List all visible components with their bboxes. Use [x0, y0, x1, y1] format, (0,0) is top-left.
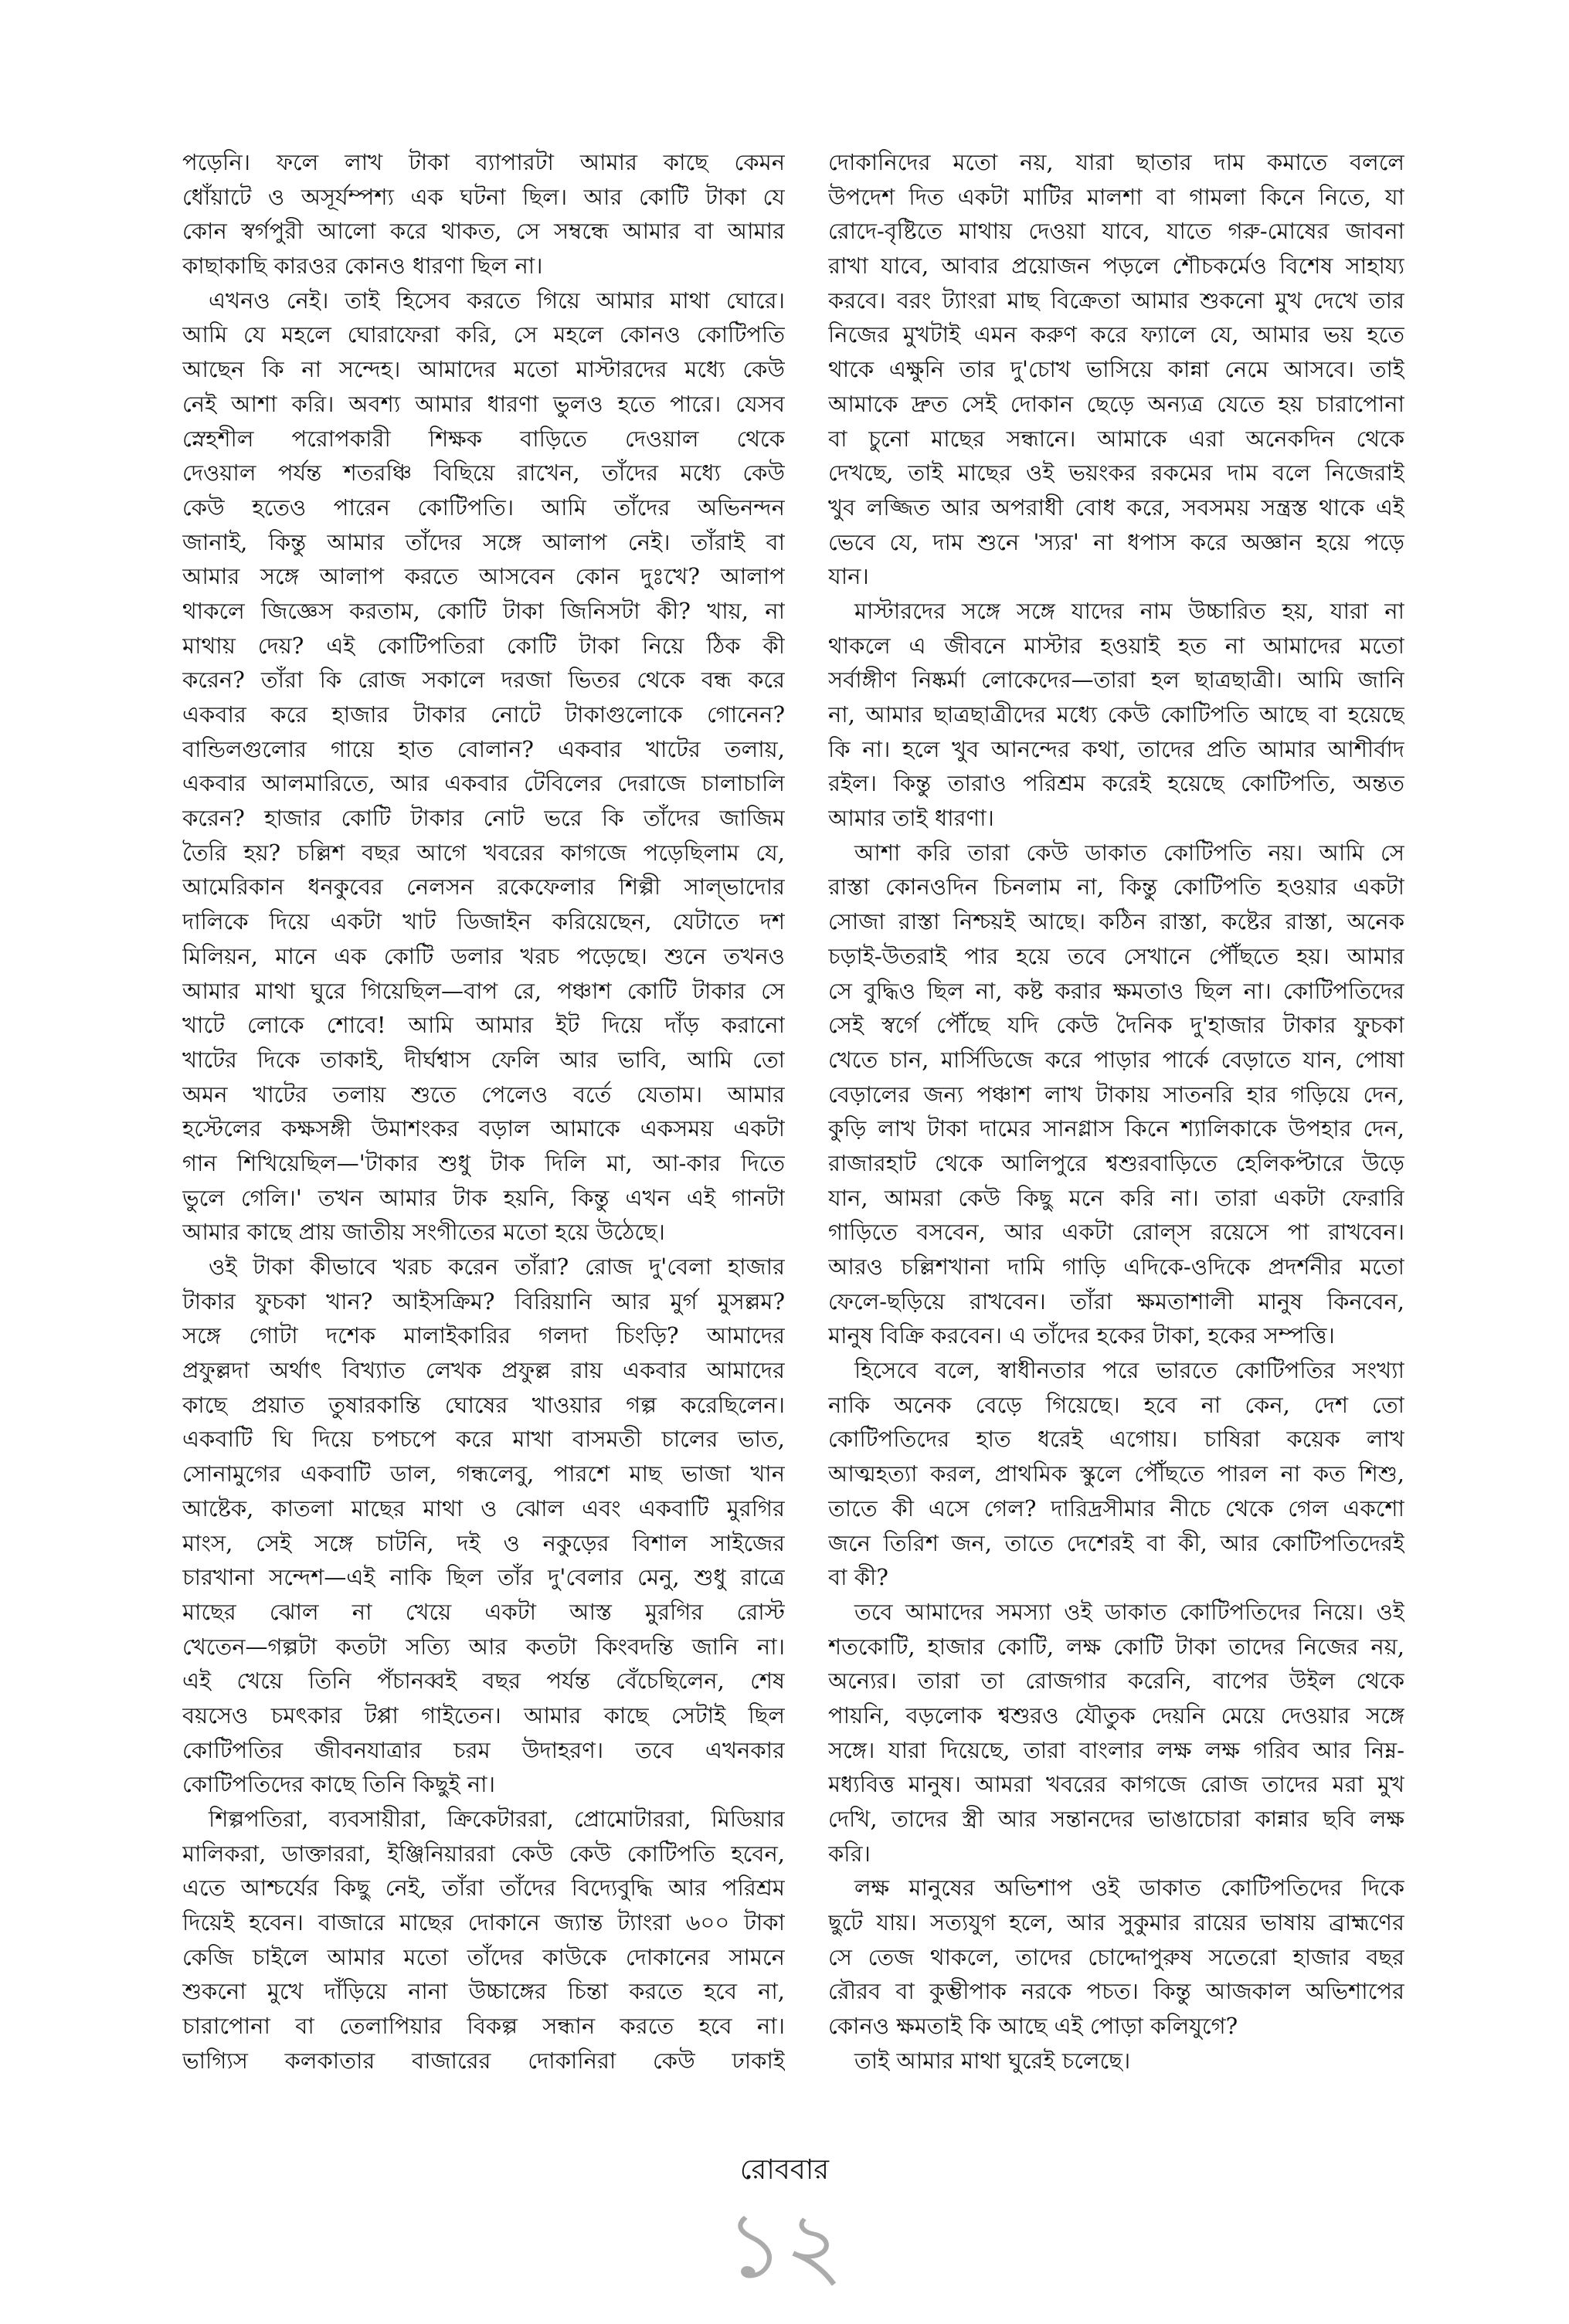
text-line: কোটিপতিদের কাছে তিনি কিছুই না। — [182, 1771, 495, 1798]
text-line: বেড়ালের জন্য পঞ্চাশ লাখ টাকায় সাতনরি হার গড়িয়ে দেন, — [828, 1081, 1404, 1108]
text-line: আমার তাই ধারণা। — [828, 805, 994, 832]
text-line: থাকলে জিজ্ঞেস করতাম, কোটি টাকা জিনিসটা কী? খায়, না — [182, 597, 785, 624]
text-line: দোকানিদের মতো নয়, যারা ছাতার দাম কমাতে বললে — [828, 149, 1404, 175]
text-line: দেখি, তাদের স্ত্রী আর সন্তানদের ভাঙাচোরা কান্নার ছবি লক্ষ — [828, 1806, 1404, 1832]
text-line: আমার কাছে প্রায় জাতীয় সংগীতের মতো হয়ে উঠেছে। — [182, 1219, 665, 1246]
text-line: উপদেশ দিত একটা মাটির মালশা বা গামলা কিনে নিতে, যা — [828, 183, 1404, 210]
text-line: করেন? তাঁরা কি রোজ সকালে দরজা ভিতর থেকে বন্ধ করে — [182, 667, 785, 694]
article-column-right — [828, 145, 1404, 2078]
text-line: এখনও নেই। তাই হিসেব করতে গিয়ে আমার মাথা ঘোরে। — [209, 287, 785, 314]
paragraph — [828, 1871, 1404, 2043]
text-line: কোনও ক্ষমতাই কি আছে এই পোড়া কলিযুগে? — [828, 2013, 1238, 2040]
page-number: ১২ — [725, 2192, 844, 2299]
text-line: স্নেহশীল পরোপকারী শিক্ষক বাড়িতে দেওয়াল থেকে — [182, 425, 785, 452]
text-line: আমাকে দ্রুত সেই দোকান ছেড়ে অন্যত্র যেতে হয় চারাপোনা — [828, 390, 1404, 417]
text-line: একবার করে হাজার টাকার নোটে টাকাগুলোকে গোনেন? — [182, 701, 785, 728]
text-line: থাকে এক্ষুনি তার দু'চোখ ভাসিয়ে কান্না নেমে আসবে। তাই — [828, 356, 1404, 383]
paragraph — [182, 1250, 785, 1802]
text-line: ভেবে যে, দাম শুনে 'স্যর' না ধপাস করে অজ্ঞান হয়ে পড়ে — [828, 528, 1404, 555]
text-line: সঙ্গে। যারা দিয়েছে, তারা বাংলার লক্ষ লক্ষ গরিব আর নিম্ন- — [828, 1736, 1404, 1763]
text-line: আমার সঙ্গে আলাপ করতে আসবেন কোন দুঃখে? আলাপ — [182, 563, 785, 590]
paragraph — [828, 836, 1404, 1353]
text-line: সেই স্বর্গে পৌঁছে যদি কেউ দৈনিক দু'হাজার টাকার ফুচকা — [828, 1012, 1404, 1039]
text-line: শুকনো মুখে দাঁড়িয়ে নানা উচ্চাঙ্গের চিন্তা করতে হবে না, — [182, 1978, 785, 2005]
text-line: কোটিপতির জীবনযাত্রার চরম উদাহরণ। তবে এখনকার — [182, 1736, 785, 1763]
text-line: রাখা যাবে, আবার প্রয়োজন পড়লে শৌচকর্মেও বিশেষ সাহায্য — [828, 253, 1404, 280]
text-line: নিজের মুখটাই এমন করুণ করে ফ্যালে যে, আমার ভয় হতে — [828, 321, 1404, 348]
text-line: তাই আমার মাথা ঘুরেই চলেছে। — [854, 2047, 1131, 2074]
text-line: রাজারহাট থেকে আলিপুরে শ্বশুরবাড়িতে হেলিকপ্টারে উড়ে — [828, 1149, 1404, 1176]
text-line: কোন স্বর্গপুরী আলো করে থাকত, সে সম্বন্ধে আমার বা আমার — [182, 218, 785, 245]
text-line: পড়েনি। ফলে লাখ টাকা ব্যাপারটা আমার কাছে কেমন — [182, 149, 785, 175]
text-line: গান শিখিয়েছিল—'টাকার শুধু টাক দিলি মা, আ-কার দিতে — [182, 1149, 785, 1176]
text-line: আমি যে মহলে ঘোরাফেরা করি, সে মহলে কোনও কোটিপতি — [182, 321, 785, 348]
text-line: আমেরিকান ধনকুবের নেলসন রকেফেলার শিল্পী সাল্ভাদোর — [182, 874, 785, 901]
text-line: চারখানা সন্দেশ—এই নাকি ছিল তাঁর দু'বেলার মেনু, শুধু রাত্রে — [182, 1564, 785, 1591]
text-line: খেতে চান, মার্সিডিজে করে পাড়ার পার্কে বেড়াতে যান, পোষা — [828, 1046, 1404, 1073]
text-line: থাকলে এ জীবনে মাস্টার হওয়াই হত না আমাদের মতো — [828, 632, 1404, 659]
text-line: যান, আমরা কেউ কিছু মনে করি না। তারা একটা ফেরারি — [828, 1184, 1404, 1211]
text-line: হস্টেলের কক্ষসঙ্গী উমাশংকর বড়াল আমাকে একসময় একটা — [182, 1115, 785, 1142]
text-line: চারাপোনা বা তেলাপিয়ার বিকল্প সন্ধান করতে হবে না। — [182, 2013, 785, 2040]
text-line: আত্মহত্যা করল, প্রাথমিক স্কুলে পৌঁছতে পারল না কত শিশু, — [828, 1461, 1404, 1488]
text-line: রাস্তা কোনওদিন চিনলাম না, কিন্তু কোটিপতি হওয়ার একটা — [828, 874, 1404, 901]
text-line: দেওয়াল পর্যন্ত শতরঞ্চি বিছিয়ে রাখেন, তাঁদের মধ্যে কেউ — [182, 460, 785, 487]
text-line: আষ্টেক, কাতলা মাছের মাথা ও ঝোল এবং একবাটি মুরগির — [182, 1494, 785, 1522]
text-line: করেন? হাজার কোটি টাকার নোট ভরে কি তাঁদের জাজিম — [182, 805, 785, 832]
text-line: মালিকরা, ডাক্তাররা, ইঞ্জিনিয়াররা কেউ কেউ কোটিপতি হবেন, — [182, 1840, 785, 1867]
text-line: হিসেবে বলে, স্বাধীনতার পরে ভারতে কোটিপতির সংখ্যা — [854, 1357, 1404, 1384]
text-line: সোনামুগের একবাটি ডাল, গন্ধলেবু, পারশে মাছ ভাজা খান — [182, 1461, 785, 1488]
text-line: কেজি চাইলে আমার মতো তাঁদের কাউকে দোকানের সামনে — [182, 1943, 785, 1970]
text-line: দিয়েই হবেন। বাজারে মাছের দোকানে জ্যান্ত ট্যাংরা ৬০০ টাকা — [182, 1909, 785, 1936]
text-line: সঙ্গে গোটা দশেক মালাইকারির গলদা চিংড়ি? আমাদের — [182, 1322, 785, 1349]
text-line: করবে। বরং ট্যাংরা মাছ বিক্রেতা আমার শুকনো মুখ দেখে তার — [828, 287, 1404, 314]
text-line: প্রফুল্লদা অর্থাৎ বিখ্যাত লেখক প্রফুল্ল রায় একবার আমাদের — [182, 1357, 785, 1384]
paragraph — [828, 145, 1404, 594]
paragraph — [828, 594, 1404, 836]
paragraph — [828, 2044, 1404, 2078]
text-line: রইল। কিন্তু তারাও পরিশ্রম করেই হয়েছে কোটিপতি, অন্তত — [828, 770, 1404, 797]
text-line: করি। — [828, 1840, 871, 1867]
text-line: বা কী? — [828, 1564, 888, 1591]
text-line: টাকার ফুচকা খান? আইসক্রিম? বিরিয়ানি আর মুর্গ মুসল্লম? — [182, 1288, 785, 1315]
text-line: সোজা রাস্তা নিশ্চয়ই আছে। কঠিন রাস্তা, কষ্টের রাস্তা, অনেক — [828, 908, 1404, 935]
text-line: এই খেয়ে তিনি পঁচানব্বই বছর পর্যন্ত বেঁচেছিলেন, শেষ — [182, 1668, 785, 1695]
text-line: আছেন কি না সন্দেহ। আমাদের মতো মাস্টারদের মধ্যে কেউ — [182, 356, 785, 383]
text-line: ধোঁয়াটে ও অসূর্যম্পশ্য এক ঘটনা ছিল। আর কোটি টাকা যে — [182, 183, 785, 210]
text-line: না, আমার ছাত্রছাত্রীদের মধ্যে কেউ কোটিপতি আছে বা হয়েছে — [828, 701, 1404, 728]
text-line: দালিকে দিয়ে একটা খাট ডিজাইন করিয়েছেন, যেটাতে দশ — [182, 908, 785, 935]
text-line: আরও চল্লিশখানা দামি গাড়ি এদিকে-ওদিকে প্রদর্শনীর মতো — [828, 1254, 1404, 1280]
text-line: রোদে-বৃষ্টিতে মাথায় দেওয়া যাবে, যাতে গরু-মোষের জাবনা — [828, 218, 1404, 245]
text-line: মিলিয়ন, মানে এক কোটি ডলার খরচ পড়েছে। শুনে তখনও — [182, 942, 785, 969]
text-line: আশা করি তারা কেউ ডাকাত কোটিপতি নয়। আমি সে — [854, 839, 1404, 866]
paragraph — [182, 145, 785, 283]
text-line: খাটের দিকে তাকাই, দীর্ঘশ্বাস ফেলি আর ভাবি, আমি তো — [182, 1046, 785, 1073]
text-line: মাছের ঝোল না খেয়ে একটা আস্ত মুরগির রোস্ট — [182, 1598, 785, 1625]
text-line: ছুটে যায়। সত্যযুগ হলে, আর সুকুমার রায়ের ভাষায় ব্রাহ্মণের — [828, 1909, 1404, 1936]
text-line: কাছাকাছি কারওর কোনও ধারণা ছিল না। — [182, 253, 543, 280]
text-line: মানুষ বিক্রি করবেন। এ তাঁদের হকের টাকা, হকের সম্পত্তি। — [828, 1322, 1335, 1349]
text-line: খাটে লোকে শোবে! আমি আমার ইট দিয়ে দাঁড় করানো — [182, 1012, 785, 1039]
text-line: বা চুনো মাছের সন্ধানে। আমাকে এরা অনেকদিন থেকে — [828, 425, 1404, 452]
paragraph — [182, 283, 785, 1250]
text-line: ফেলে-ছড়িয়ে রাখবেন। তাঁরা ক্ষমতাশালী মানুষ কিনবেন, — [828, 1288, 1404, 1315]
text-line: অন্যের। তারা তা রোজগার করেনি, বাপের উইল থেকে — [828, 1668, 1404, 1695]
article-column-left — [182, 145, 785, 2078]
paragraph — [182, 1802, 785, 2078]
text-line: একবাটি ঘি দিয়ে চপচপে করে মাখা বাসমতী চালের ভাত, — [182, 1426, 785, 1453]
text-line: চড়াই-উতরাই পার হয়ে তবে সেখানে পৌঁছতে হয়। আমার — [828, 942, 1404, 969]
text-line: যান। — [828, 563, 869, 590]
text-line: তবে আমাদের সমস্যা ওই ডাকাত কোটিপতিদের নিয়ে। ওই — [854, 1598, 1404, 1625]
text-line: সে তেজ থাকলে, তাদের চোদ্দোপুরুষ সতেরো হাজার বছর — [828, 1943, 1404, 1970]
text-line: শিল্পপতিরা, ব্যবসায়ীরা, ক্রিকেটাররা, প্রোমোটাররা, মিডিয়ার — [209, 1806, 785, 1832]
text-line: পায়নি, বড়লোক শ্বশুরও যৌতুক দেয়নি মেয়ে দেওয়ার সঙ্গে — [828, 1701, 1404, 1729]
text-line: কোটিপতিদের হাত ধরেই এগোয়। চাষিরা কয়েক লাখ — [828, 1426, 1404, 1453]
text-line: খুব লজ্জিত আর অপরাধী বোধ করে, সবসময় সন্ত্রস্ত থাকে এই — [828, 494, 1404, 521]
text-line: কাছে প্রয়াত তুষারকান্তি ঘোষের খাওয়ার গল্প করেছিলেন। — [182, 1391, 785, 1418]
text-line: ওই টাকা কীভাবে খরচ করেন তাঁরা? রোজ দু'বেলা হাজার — [209, 1254, 785, 1280]
text-line: কুড়ি লাখ টাকা দামের সানগ্লাস কিনে শ্যালিকাকে উপহার দেন, — [828, 1115, 1404, 1142]
paragraph — [828, 1595, 1404, 1871]
text-line: কেউ হতেও পারেন কোটিপতি। আমি তাঁদের অভিনন্দন — [182, 494, 785, 521]
magazine-name: রোববার — [739, 2155, 830, 2186]
text-line: রৌরব বা কুম্ভীপাক নরকে পচত। কিন্তু আজকাল অভিশাপের — [828, 1978, 1404, 2005]
text-line: ভুলে গেলি।' তখন আমার টাক হয়নি, কিন্তু এখন এই গানটা — [182, 1184, 785, 1211]
text-line: জনে তিরিশ জন, তাতে দেশেরই বা কী, আর কোটিপতিদেরই — [828, 1529, 1404, 1556]
text-line: একবার আলমারিতে, আর একবার টেবিলের দেরাজে চালাচালি — [182, 770, 785, 797]
text-line: নেই আশা করি। অবশ্য আমার ধারণা ভুলও হতে পারে। যেসব — [182, 390, 785, 417]
text-line: সর্বাঙ্গীণ নিষ্কর্মা লোকেদের—তারা হল ছাত্রছাত্রী। আমি জানি — [828, 667, 1404, 694]
text-line: খেতেন—গল্পটা কতটা সত্যি আর কতটা কিংবদন্তি জানি না। — [182, 1633, 785, 1660]
text-line: নাকি অনেক বেড়ে গিয়েছে। হবে না কেন, দেশ তো — [828, 1391, 1404, 1418]
paragraph — [828, 1353, 1404, 1595]
text-line: আমার মাথা ঘুরে গিয়েছিল—বাপ রে, পঞ্চাশ কোটি টাকার সে — [182, 977, 785, 1004]
text-line: লক্ষ মানুষের অভিশাপ ওই ডাকাত কোটিপতিদের দিকে — [854, 1874, 1404, 1902]
text-line: জানাই, কিন্তু আমার তাঁদের সঙ্গে আলাপ নেই। তাঁরাই বা — [182, 528, 785, 555]
text-line: তাতে কী এসে গেল? দারিদ্রসীমার নীচে থেকে গেল একশো — [828, 1494, 1404, 1522]
text-line: গাড়িতে বসবেন, আর একটা রোল্‌স রয়েসে পা রাখবেন। — [828, 1219, 1404, 1246]
text-line: মধ্যবিত্ত মানুষ। আমরা খবরের কাগজে রোজ তাদের মরা মুখ — [828, 1771, 1404, 1798]
text-line: মাংস, সেই সঙ্গে চাটনি, দই ও নকুড়ের বিশাল সাইজের — [182, 1529, 785, 1556]
text-line: বান্ডিলগুলোর গায়ে হাত বোলান? একবার খাটের তলায়, — [182, 735, 785, 762]
text-line: সে বুদ্ধিও ছিল না, কষ্ট করার ক্ষমতাও ছিল না। কোটিপতিদের — [828, 977, 1404, 1004]
text-line: মাথায় দেয়? এই কোটিপতিরা কোটি টাকা নিয়ে ঠিক কী — [182, 632, 785, 659]
text-line: ভাগ্যিস কলকাতার বাজারের দোকানিরা কেউ ঢাকাই — [182, 2047, 785, 2074]
text-line: তৈরি হয়? চল্লিশ বছর আগে খবরের কাগজে পড়েছিলাম যে, — [182, 839, 785, 866]
text-line: কি না। হলে খুব আনন্দের কথা, তাদের প্রতি আমার আশীর্বাদ — [828, 735, 1404, 762]
text-line: বয়সেও চমৎকার টপ্পা গাইতেন। আমার কাছে সেটাই ছিল — [182, 1701, 785, 1729]
text-line: দেখছে, তাই মাছের ওই ভয়ংকর রকমের দাম বলে নিজেরাই — [828, 460, 1404, 487]
text-line: মাস্টারদের সঙ্গে সঙ্গে যাদের নাম উচ্চারিত হয়, যারা না — [854, 597, 1404, 624]
text-line: শতকোটি, হাজার কোটি, লক্ষ কোটি টাকা তাদের নিজের নয়, — [828, 1633, 1404, 1660]
text-line: এতে আশ্চর্যের কিছু নেই, তাঁরা তাঁদের বিদ্যেবুদ্ধি আর পরিশ্রম — [182, 1874, 785, 1902]
text-line: অমন খাটের তলায় শুতে পেলেও বর্তে যেতাম। আমার — [182, 1081, 785, 1108]
